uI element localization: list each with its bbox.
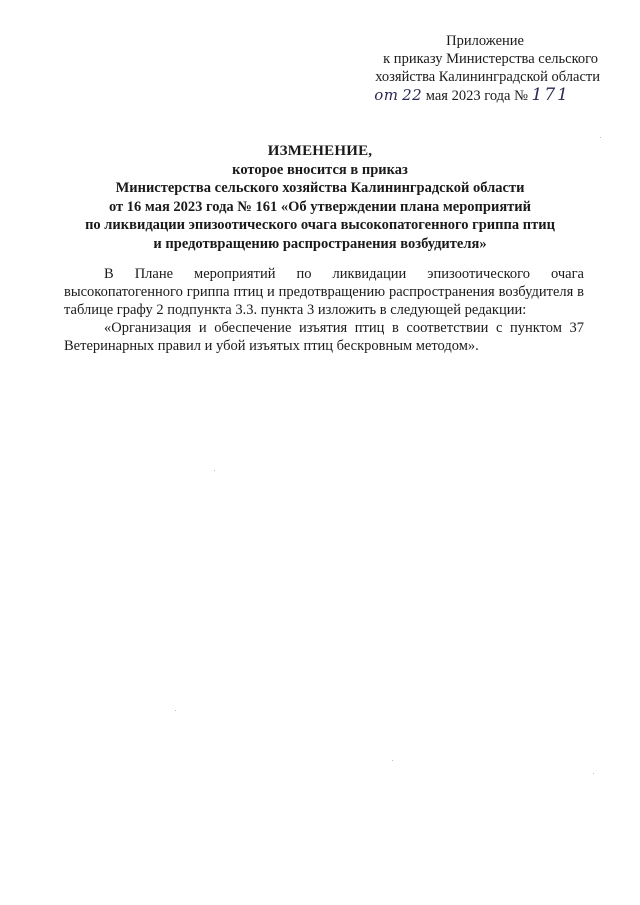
title-heading: ИЗМЕНЕНИЕ, [267,143,373,159]
appendix-label: Приложение [446,33,524,49]
handwritten-order-number: 171 [531,85,570,105]
date-month-year: мая 2023 года № [425,88,528,104]
body-paragraph-1: В Плане мероприятий по ликвидации эпизоотического очага высокопатогенного гриппа птиц и предотвращению распространения возбудителя в таблице графу 2 подпункта 3.3. пункта 3 изложить в следующей редакции: [64,266,584,318]
handwritten-date-prefix: от [374,86,399,104]
appendix-date-line [300,86,600,105]
scan-speck [175,710,176,711]
document-body [64,265,584,355]
title-line-5: по ликвидации эпизоотического очага высокопатогенного гриппа птиц [85,217,555,233]
body-paragraph-2: «Организация и обеспечение изъятия птиц в соответствии с пунктом 37 Ветеринарных правил и убой изъятых птиц бескровным методом». [64,320,584,354]
title-line-3: Министерства сельского хозяйства Калининградской области [115,180,525,196]
scan-speck [214,470,215,471]
document-title [40,142,600,253]
handwritten-date-day: 22 [402,86,423,104]
scan-speck [600,137,601,138]
appendix-order-reference: к приказу Министерства сельского [383,51,598,67]
scan-speck [593,773,594,774]
title-line-6: и предотвращению распространения возбудителя» [153,235,487,252]
title-line-4: от 16 мая 2023 года № 161 «Об утверждении плана мероприятий [108,198,531,215]
scan-speck [392,760,393,761]
appendix-header [300,32,600,105]
appendix-ministry: хозяйства Калининградской области [375,69,600,85]
title-line-2: которое вносится в приказ [232,161,408,178]
